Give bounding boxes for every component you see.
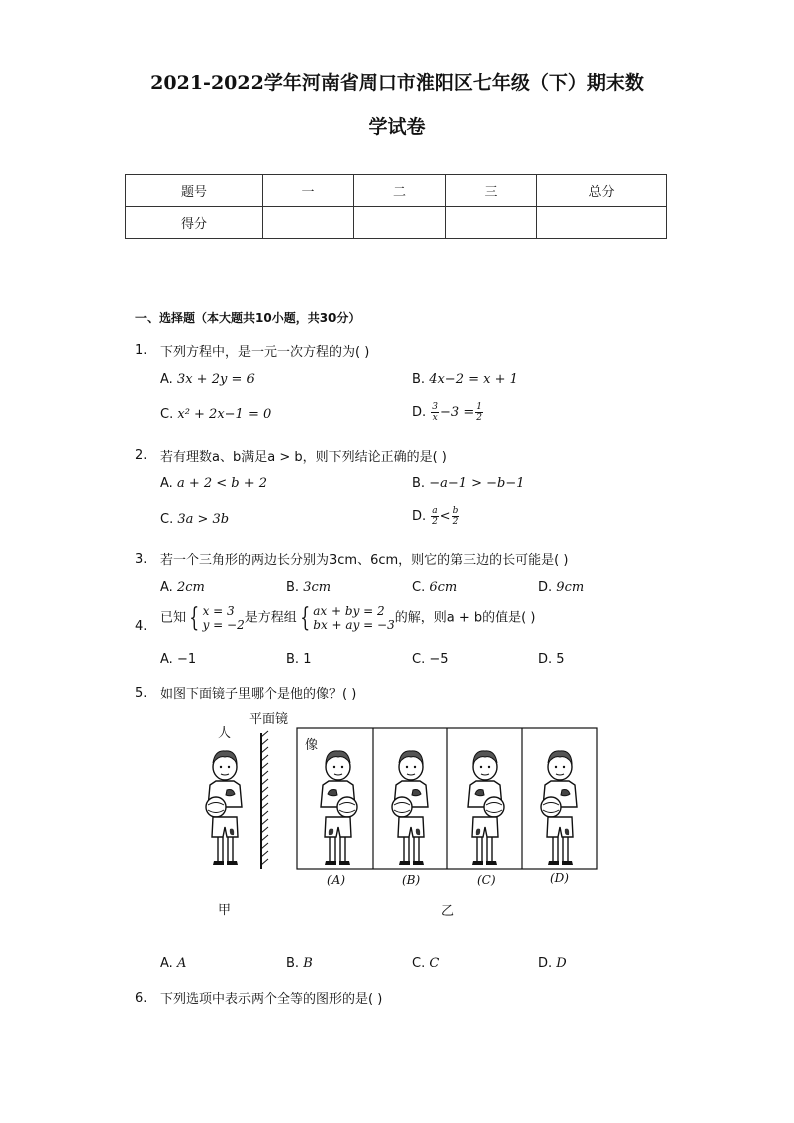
score-header-cell: 三 <box>446 175 537 207</box>
question-number: 2. <box>135 448 148 463</box>
question-text: 下列方程中，是一元一次方程的为( ) <box>160 345 370 360</box>
q4-pre-text: 已知 <box>160 610 187 626</box>
option-c <box>160 407 271 422</box>
option-label: C. <box>412 956 426 971</box>
option-expression: 3a > 3b <box>177 512 230 527</box>
option-a-figure <box>321 751 357 865</box>
option-a <box>160 580 205 595</box>
option-label: D. <box>538 580 553 595</box>
option-expression: 3cm <box>303 580 332 595</box>
option-label: A. <box>160 476 173 491</box>
option-d-figure <box>541 751 577 865</box>
option-expression: −5 <box>429 652 449 667</box>
option-label: D. <box>538 956 553 971</box>
option-d <box>412 402 484 423</box>
fraction: $\frac{1}{2}$ <box>476 402 482 423</box>
brace-icon: { <box>300 603 310 633</box>
option-expression: 6cm <box>429 580 458 595</box>
option-expression: 3x + 2y = 6 <box>176 372 255 387</box>
option-expression: < <box>439 509 451 524</box>
option-expression: 1 <box>303 652 312 667</box>
question-text: 下列选项中表示两个全等的图形的是( ) <box>160 992 383 1007</box>
option-expression: 5 <box>556 652 565 667</box>
person-label: 人 <box>218 726 232 741</box>
option-b <box>412 476 525 491</box>
score-table <box>125 174 667 239</box>
option-expression: 2cm <box>176 580 205 595</box>
score-header-cell: 二 <box>354 175 446 207</box>
option-label: B. <box>286 956 300 971</box>
caption-d: (D) <box>550 871 569 885</box>
score-cell <box>537 207 667 239</box>
person-figure <box>206 751 242 865</box>
option-label: A. <box>160 652 173 667</box>
option-label: B. <box>412 476 426 491</box>
option-label: A. <box>160 580 173 595</box>
score-header-cell: 一 <box>263 175 354 207</box>
question-text: 若有理数a、b满足a > b，则下列结论正确的是( ) <box>160 450 447 465</box>
score-table-header-row <box>126 175 667 207</box>
option-c <box>160 512 229 527</box>
exam-title-line1: 2021-2022学年河南省周口市淮阳区七年级（下）期末数 <box>150 72 644 94</box>
score-table-score-row <box>126 207 667 239</box>
score-row-label: 得分 <box>126 207 263 239</box>
option-a <box>160 956 186 971</box>
image-label: 像 <box>305 738 319 753</box>
question-text: 如图下面镜子里哪个是他的像？( ) <box>160 687 357 702</box>
section-heading: 一、选择题（本大题共10小题，共30分） <box>135 311 361 325</box>
yi-label: 乙 <box>441 904 455 919</box>
mirror-figure <box>190 725 610 875</box>
caption-a: (A) <box>327 873 346 887</box>
question-text: 若一个三角形的两边长分别为3cm、6cm，则它的第三边的长可能是( ) <box>160 553 569 568</box>
option-label: C. <box>160 407 174 422</box>
question-number: 1. <box>135 343 148 358</box>
option-label: D. <box>538 652 553 667</box>
option-a <box>160 476 267 491</box>
mirror-icon <box>261 731 268 869</box>
option-expression: A <box>176 956 187 971</box>
equation-system-2: ax + by = 2 bx + ay = −3 <box>313 604 395 632</box>
fraction: $\frac{a}{2}$ <box>432 506 438 527</box>
option-expression: 9cm <box>556 580 585 595</box>
option-expression: D <box>556 956 567 971</box>
question-number: 6. <box>135 991 148 1006</box>
question-number: 5. <box>135 686 148 701</box>
option-a <box>160 372 255 387</box>
option-expression: 4x−2 = x + 1 <box>429 372 518 387</box>
caption-c: (C) <box>477 873 496 887</box>
equation-system-1: x = 3 y = −2 <box>202 604 245 632</box>
question-number: 3. <box>135 552 148 567</box>
option-label: B. <box>286 580 300 595</box>
option-label: D. <box>412 405 427 420</box>
option-b <box>286 652 311 667</box>
brace-icon: { <box>189 603 200 633</box>
option-a <box>160 652 196 667</box>
option-label: C. <box>412 580 426 595</box>
option-expression: x² + 2x−1 = 0 <box>177 407 272 422</box>
fraction: $\frac{b}{2}$ <box>452 506 459 527</box>
option-expression: −a−1 > −b−1 <box>429 476 525 491</box>
option-expression: C <box>429 956 440 971</box>
score-cell <box>446 207 537 239</box>
q4-post-text: 的解，则a + b的值是( ) <box>394 610 536 626</box>
question-number: 4. <box>135 619 148 634</box>
option-d <box>538 580 584 595</box>
option-d <box>538 652 565 667</box>
option-c-figure <box>468 751 504 865</box>
option-expression: a + 2 < b + 2 <box>176 476 268 491</box>
exam-title-line2: 学试卷 <box>368 116 426 138</box>
option-c <box>412 580 457 595</box>
option-b <box>286 580 331 595</box>
q4-mid-text: 是方程组 <box>244 610 297 626</box>
option-label: B. <box>286 652 300 667</box>
option-b-figure <box>392 751 428 865</box>
mirror-label: 平面镜 <box>249 712 289 727</box>
option-d <box>412 506 460 527</box>
option-expression: −3 = <box>440 405 475 420</box>
score-cell <box>354 207 446 239</box>
score-header-cell: 题号 <box>126 175 263 207</box>
option-expression: B <box>303 956 313 971</box>
option-c <box>412 956 439 971</box>
option-label: C. <box>160 512 174 527</box>
option-b <box>412 372 518 387</box>
option-label: A. <box>160 372 173 387</box>
jia-label: 甲 <box>218 903 232 918</box>
option-label: B. <box>412 372 426 387</box>
question-text <box>160 604 535 632</box>
score-cell <box>263 207 354 239</box>
option-d <box>538 956 567 971</box>
option-expression: −1 <box>176 652 197 667</box>
fraction: $\frac{3}{x}$ <box>432 402 439 423</box>
option-c <box>412 652 449 667</box>
option-label: C. <box>412 652 426 667</box>
option-label: D. <box>412 509 427 524</box>
caption-b: (B) <box>402 873 421 887</box>
option-b <box>286 956 313 971</box>
score-header-cell: 总分 <box>537 175 667 207</box>
option-label: A. <box>160 956 173 971</box>
